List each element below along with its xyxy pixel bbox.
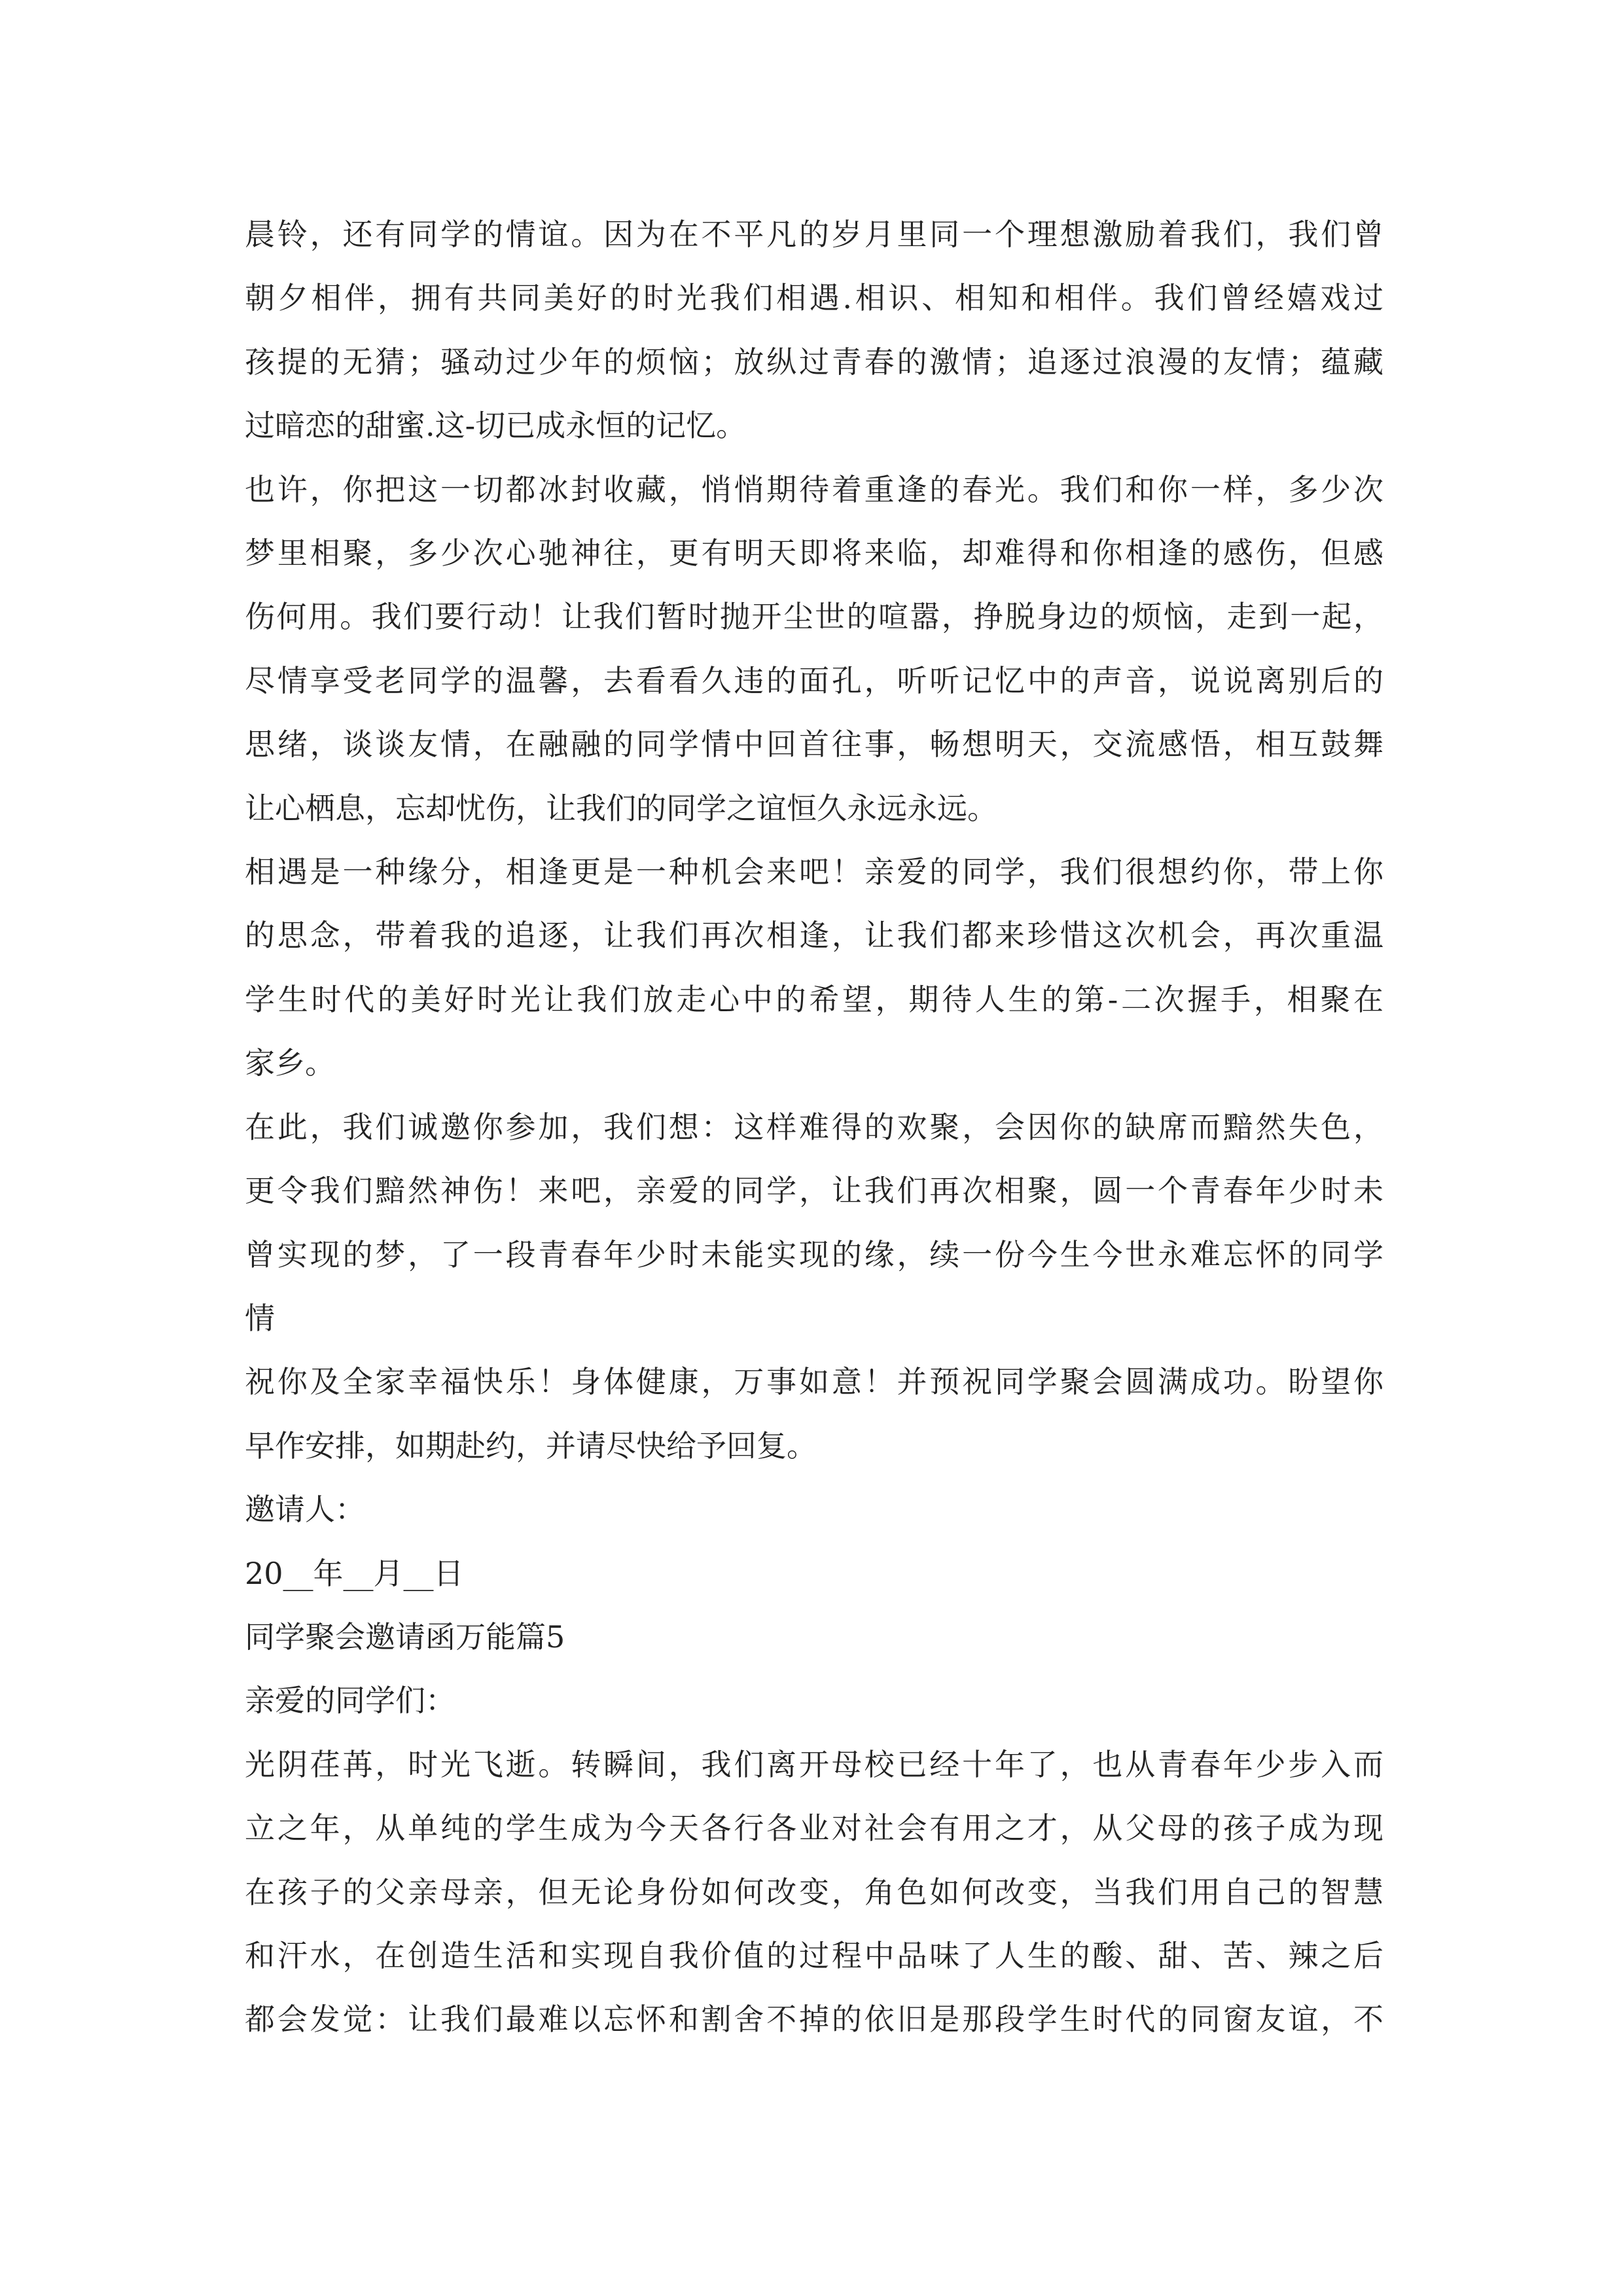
text-line: 学生时代的美好时光让我们放走心中的希望，期待人生的第-二次握手，相聚在 [245, 981, 1383, 1017]
text-line: 祝你及全家幸福快乐！身体健康，万事如意！并预祝同学聚会圆满成功。盼望你 [245, 1364, 1383, 1400]
text-line: 情 [245, 1300, 275, 1336]
paragraph-reunion-call [245, 458, 1383, 840]
date-line [245, 1542, 1383, 1605]
section-heading [245, 1605, 1383, 1669]
text-line: 也许，你把这一切都冰封收藏，悄悄期待着重逢的春光。我们和你一样，多少次 [245, 471, 1383, 507]
text-line: 同学聚会邀请函万能篇5 [245, 1619, 565, 1655]
paragraph-time-flies [245, 1733, 1383, 2052]
text-line: 让心栖息，忘却忧伤，让我们的同学之谊恒久永远永远。 [245, 790, 997, 826]
paragraph-invitation [245, 840, 1383, 1096]
text-line: 都会发觉：让我们最难以忘怀和割舍不掉的依旧是那段学生时代的同窗友谊，不 [245, 2001, 1383, 2037]
paragraph-memories [245, 203, 1383, 458]
inviter-label [245, 1478, 1383, 1541]
text-line: 在此，我们诚邀你参加，我们想：这样难得的欢聚，会因你的缺席而黯然失色， [245, 1109, 1383, 1145]
text-line: 的思念，带着我的追逐，让我们再次相逢，让我们都来珍惜这次机会，再次重温 [245, 918, 1383, 954]
text-line: 邀请人： [245, 1492, 365, 1528]
text-line: 尽情享受老同学的温馨，去看看久违的面孔，听听记忆中的声音，说说离别后的 [245, 662, 1383, 698]
text-line: 更令我们黯然神伤！来吧，亲爱的同学，让我们再次相聚，圆一个青春年少时未 [245, 1173, 1383, 1209]
text-line: 过暗恋的甜蜜.这-切已成永恒的记忆。 [245, 408, 747, 444]
text-line: 朝夕相伴，拥有共同美好的时光我们相遇.相识、相知和相伴。我们曾经嬉戏过 [245, 280, 1383, 316]
text-line: 孩提的无猜；骚动过少年的烦恼；放纵过青春的激情；追逐过浪漫的友情；蕴藏 [245, 344, 1383, 380]
text-line: 亲爱的同学们： [245, 1683, 455, 1719]
text-line: 曾实现的梦，了一段青春年少时未能实现的缘，续一份今生今世永难忘怀的同学 [245, 1236, 1383, 1272]
document-body [245, 203, 1383, 2052]
text-line: 光阴荏苒，时光飞逝。转瞬间，我们离开母校已经十年了，也从青春年少步入而 [245, 1746, 1383, 1782]
text-line: 20__年__月__日 [245, 1555, 464, 1591]
text-line: 相遇是一种缘分，相逢更是一种机会来吧！亲爱的同学，我们很想约你，带上你 [245, 854, 1383, 890]
text-line: 立之年，从单纯的学生成为今天各行各业对社会有用之才，从父母的孩子成为现 [245, 1810, 1383, 1846]
text-line: 思绪，谈谈友情，在融融的同学情中回首往事，畅想明天，交流感悟，相互鼓舞 [245, 726, 1383, 762]
salutation [245, 1669, 1383, 1732]
text-line: 梦里相聚，多少次心驰神往，更有明天即将来临，却难得和你相逢的感伤，但感 [245, 535, 1383, 571]
text-line: 家乡。 [245, 1045, 335, 1081]
text-line: 伤何用。我们要行动！让我们暂时抛开尘世的喧嚣，挣脱身边的烦恼，走到一起， [245, 599, 1383, 635]
text-line: 和汗水，在创造生活和实现自我价值的过程中品味了人生的酸、甜、苦、辣之后 [245, 1937, 1383, 1973]
paragraph-sincere-invite [245, 1096, 1383, 1351]
paragraph-blessing [245, 1350, 1383, 1478]
text-line: 晨铃，还有同学的情谊。因为在不平凡的岁月里同一个理想激励着我们，我们曾 [245, 217, 1383, 252]
text-line: 在孩子的父亲母亲，但无论身份如何改变，角色如何改变，当我们用自己的智慧 [245, 1874, 1383, 1910]
text-line: 早作安排，如期赴约，并请尽快给予回复。 [245, 1427, 817, 1463]
